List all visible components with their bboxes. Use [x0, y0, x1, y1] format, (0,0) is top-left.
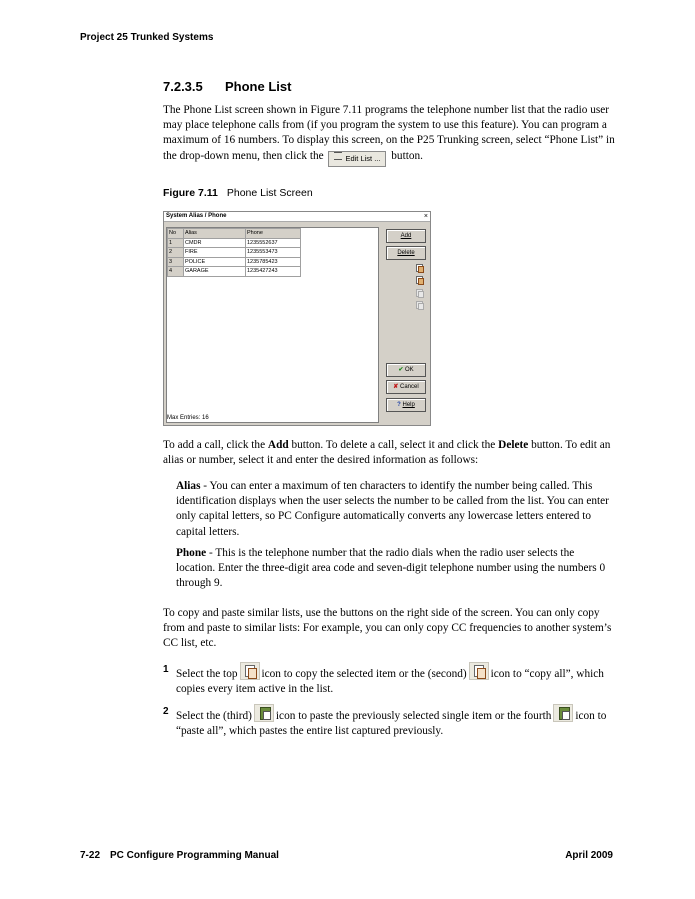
- step-text: [176, 704, 615, 739]
- phone-text: - This is the telephone number that the radio dials when the radio user selects the location. Enter the three-digit area code and seven-digit telephone number using the numbers 0 through 9.: [176, 547, 606, 590]
- alias-cell[interactable]: FIRE: [184, 248, 246, 258]
- step-2: [163, 704, 615, 739]
- manual-title: PC Configure Programming Manual: [110, 850, 279, 861]
- table-row[interactable]: [168, 238, 301, 248]
- check-icon: ✔: [398, 367, 404, 373]
- row-number: 1: [168, 238, 184, 248]
- help-icon: ?: [397, 402, 401, 408]
- phone-term: Phone: [176, 547, 207, 559]
- col-no: No: [168, 229, 184, 239]
- row-number: 4: [168, 267, 184, 277]
- alias-text: - You can enter a maximum of ten characters to identify the number being called. This identification displays when the user selects the number to be called from the list. You can enter only capital letters, so PC Configure automatically converts any lowercase letters entered to capital letters.: [176, 480, 609, 538]
- copy-all-icon[interactable]: [416, 276, 423, 284]
- col-phone: Phone: [246, 229, 301, 239]
- figure-title: Phone List Screen: [226, 187, 313, 199]
- phone-definition: [176, 546, 616, 592]
- phone-grid[interactable]: [166, 227, 379, 423]
- cancel-label: Cancel: [400, 384, 419, 390]
- step1-a: Select the top: [176, 668, 238, 680]
- running-header: Project 25 Trunked Systems: [80, 32, 214, 43]
- copy-paste-paragraph: To copy and paste similar lists, use the buttons on the right side of the screen. You can only copy from and paste to similar lists: For example, you can only copy CC frequencies to another system’s CC list, etc.: [163, 607, 612, 650]
- help-button[interactable]: [386, 398, 426, 412]
- alias-cell[interactable]: GARAGE: [184, 267, 246, 277]
- grid-header-row: [168, 229, 301, 239]
- figure-caption: [163, 187, 313, 199]
- row-number: 2: [168, 248, 184, 258]
- step2-a: Select the (third): [176, 710, 252, 722]
- col-alias: Alias: [184, 229, 246, 239]
- phone-cell[interactable]: 1235552637: [246, 238, 301, 248]
- help-label: Help: [402, 402, 415, 408]
- step2-c: icon to “paste all”, which pastes the entire list captured previously.: [176, 710, 607, 738]
- paste-all-icon: [553, 704, 573, 722]
- step2-b: icon to paste the previously selected single item or the fourth: [275, 710, 552, 722]
- step-text: [176, 662, 615, 697]
- alias-cell[interactable]: CMDR: [184, 238, 246, 248]
- add-label: Add: [400, 233, 412, 239]
- phone-cell[interactable]: 1235427243: [246, 267, 301, 277]
- step-1: [163, 662, 615, 697]
- phone-cell[interactable]: 1235553473: [246, 248, 301, 258]
- figure-label: Figure 7.11: [163, 187, 218, 199]
- alias-term: Alias: [176, 480, 201, 492]
- section-heading: [163, 79, 291, 94]
- table-row[interactable]: [168, 248, 301, 258]
- copy-icon: [240, 662, 260, 680]
- paste-icon: [254, 704, 274, 722]
- close-icon[interactable]: ×: [423, 213, 428, 220]
- intro-text-end: button.: [391, 149, 423, 162]
- p2-text-3: button. To edit an alias or number, select it and enter the desired information as follows:: [163, 439, 611, 467]
- phone-list-dialog: [163, 211, 431, 426]
- alias-definition: [176, 479, 616, 540]
- step1-c: icon to “copy all”, which copies every item active in the list.: [176, 668, 604, 696]
- table-row[interactable]: [168, 257, 301, 267]
- dialog-title: System Alias / Phone: [166, 213, 227, 219]
- ok-label: OK: [405, 367, 414, 373]
- footer-left: [80, 850, 279, 861]
- list-icon: [334, 152, 342, 160]
- delete-button[interactable]: [386, 246, 426, 260]
- copy-icon[interactable]: [416, 264, 423, 272]
- p2-text-2: button. To delete a call, select it and click the: [288, 439, 499, 451]
- step-number: 2: [163, 706, 169, 717]
- alias-cell[interactable]: POLICE: [184, 257, 246, 267]
- p2-text-1: To add a call, click the: [163, 439, 268, 451]
- cancel-button[interactable]: [386, 380, 426, 394]
- section-number: 7.2.3.5: [163, 79, 203, 94]
- edit-list-label: Edit List ...: [345, 153, 381, 163]
- paste-all-icon[interactable]: [416, 301, 423, 309]
- delete-label: Delete: [397, 250, 415, 256]
- section-title: Phone List: [225, 79, 292, 94]
- p2-add: Add: [267, 439, 289, 451]
- p2-delete: Delete: [498, 439, 529, 451]
- intro-paragraph: [163, 103, 615, 167]
- copy-all-icon: [469, 662, 489, 680]
- step1-b: icon to copy the selected item or the (second): [261, 668, 467, 680]
- max-entries: Max Entries: 16: [167, 415, 209, 421]
- dialog-title-bar: [164, 212, 430, 222]
- ok-button[interactable]: [386, 363, 426, 377]
- paste-icon[interactable]: [416, 289, 423, 297]
- add-button[interactable]: [386, 229, 426, 243]
- add-delete-paragraph: [163, 438, 615, 468]
- edit-list-button-image: [328, 151, 386, 167]
- row-number: 3: [168, 257, 184, 267]
- footer-date: April 2009: [565, 850, 613, 861]
- step-number: 1: [163, 664, 169, 675]
- table-row[interactable]: [168, 267, 301, 277]
- intro-text: The Phone List screen shown in Figure 7.11 programs the telephone number list that the radio user may place telephone calls from (if you program the system to use this feature). You can program a maximum of 16 numbers. To display this screen, on the P25 Trunking screen, select “Phone List” in the drop-down menu, then click the: [163, 104, 615, 162]
- phone-cell[interactable]: 1235785423: [246, 257, 301, 267]
- cross-icon: ✘: [393, 384, 399, 390]
- page-number: 7-22: [80, 850, 101, 861]
